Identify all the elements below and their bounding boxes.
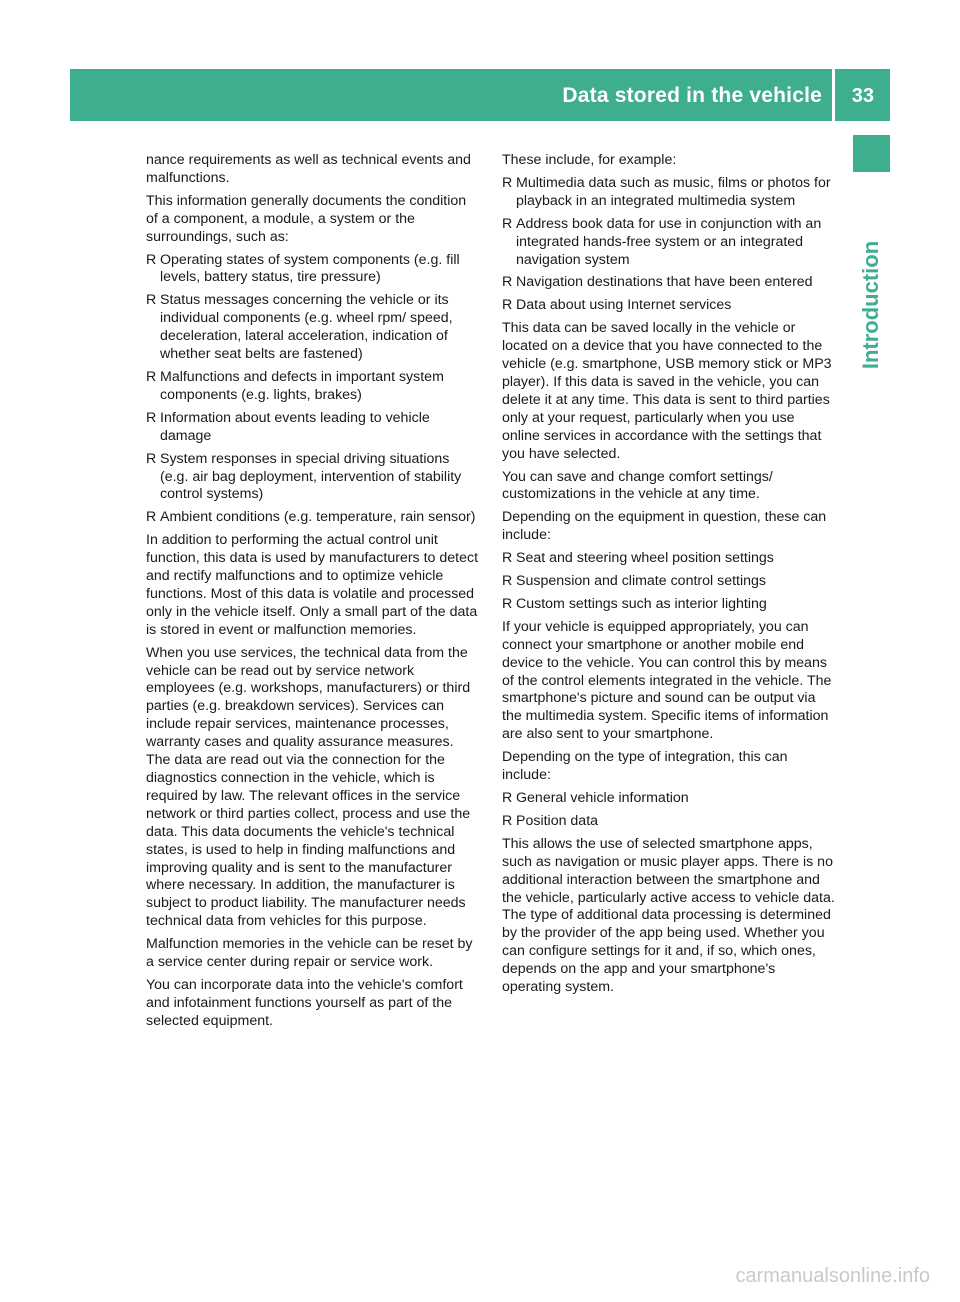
bullet-marker: R: [146, 509, 157, 526]
left-text-column: [146, 152, 480, 1036]
bullet-text: Ambient conditions (e.g. temperature, rain sensor): [160, 509, 476, 526]
bullet-marker: R: [502, 215, 513, 232]
bullet-text: Custom settings such as interior lighting: [516, 595, 767, 612]
right-text-column: [502, 152, 836, 1002]
bullet-marker: R: [502, 812, 513, 829]
bullet-text: Status messages concerning the vehicle or its individual components (e.g. wheel rpm/ speed, deceleration, lateral acceleration, indication of whether seat belts are fastened): [160, 292, 453, 363]
bullet-marker: R: [146, 292, 157, 309]
paragraph: When you use services, the technical data from the vehicle can be read out by service network employees (e.g. workshops, manufacturers) or third parties (e.g. breakdown services). Services can include repair services, maintenance processes, warranty cases and quality assurance measures. The data are read out via the connection for the diagnostics connection in the vehicle, which is required by law. The relevant offices in the service network or third parties collect, process and use the data. This data documents the vehicle's technical states, is used to help in finding malfunctions and improving quality and is sent to the manufacturer where necessary. In addition, the manufacturer is subject to product liability. The manufacturer needs technical data from vehicles for this purpose.: [146, 644, 471, 930]
bullet-text: Malfunctions and defects in important system components (e.g. lights, brakes): [160, 368, 444, 403]
bullet-text: Seat and steering wheel position settings: [516, 550, 774, 567]
paragraph: These include, for example:: [502, 152, 677, 168]
bullet-text: General vehicle information: [516, 790, 689, 806]
bullet-item: [502, 596, 836, 614]
bullet-marker: R: [502, 297, 513, 314]
bullet-item: [502, 216, 836, 270]
paragraph: This allows the use of selected smartphone apps, such as navigation or music player apps. There is no additional interaction between the smartphone and the vehicle, particularly active access to vehicle data. The type of additional data processing is determined by the provider of the app being used. Whether you can configure settings for it and, if so, which ones, depends on the app and your smartphone's operating system.: [502, 835, 835, 996]
bullet-marker: R: [146, 450, 157, 467]
bullet-item: [146, 252, 480, 288]
bullet-item: [502, 175, 836, 211]
page-header: [70, 69, 890, 121]
bullet-text: Suspension and climate control settings: [516, 573, 766, 590]
bullet-item: [502, 813, 836, 831]
bullet-item: [502, 297, 836, 315]
bullet-marker: R: [502, 274, 513, 291]
bullet-item: [502, 573, 836, 591]
bullet-text: Information about events leading to vehicle damage: [160, 409, 430, 444]
paragraph: In addition to performing the actual control unit function, this data is used by manufacturers to detect and rectify malfunctions and to optimize vehicle functions. Most of this data is volatile and processed only in the vehicle itself. Only a small part of the data is stored in event or malfunction memories.: [146, 532, 479, 638]
bullet-text: Operating states of system components (e.g. fill levels, battery status, tire pressure): [160, 251, 460, 286]
bullet-item: [146, 292, 480, 364]
bullet-marker: R: [502, 595, 513, 612]
header-divider: [832, 69, 835, 121]
bullet-marker: R: [502, 550, 513, 567]
paragraph: You can incorporate data into the vehicle's comfort and infotainment functions yourself as part of the selected equipment.: [146, 976, 463, 1029]
bullet-item: [146, 509, 480, 527]
watermark: carmanualsonline.info: [735, 1265, 930, 1287]
bullet-marker: R: [502, 174, 513, 191]
bullet-text: Navigation destinations that have been entered: [516, 274, 813, 291]
bullet-item: [146, 410, 480, 446]
paragraph: Malfunction memories in the vehicle can be reset by a service center during repair or service work.: [146, 936, 473, 971]
bullet-item: [146, 369, 480, 405]
paragraph: If your vehicle is equipped appropriately, you can connect your smartphone or another mobile end device to the vehicle. You can control this by means of the control elements integrated in the vehicle. The smartphone's picture and sound can be output via the multimedia system. Specific items of information are also sent to your smartphone.: [502, 618, 832, 743]
bullet-text: Position data: [516, 812, 599, 829]
bullet-item: [502, 790, 836, 808]
paragraph: nance requirements as well as technical events and malfunctions.: [146, 152, 471, 186]
bullet-text: Address book data for use in conjunction with an integrated hands-free system or an integrated navigation system: [516, 215, 822, 268]
bullet-marker: R: [146, 368, 157, 385]
bullet-item: [146, 451, 480, 505]
side-tab-marker: [853, 135, 890, 172]
bullet-text: Multimedia data such as music, films or photos for playback in an integrated multimedia system: [516, 174, 831, 209]
bullet-item: [502, 550, 836, 568]
paragraph: Depending on the type of integration, this can include:: [502, 749, 788, 784]
side-tab-label: Introduction: [858, 240, 883, 370]
bullet-marker: R: [502, 790, 513, 806]
page-number: 33: [851, 85, 874, 107]
paragraph: This information generally documents the condition of a component, a module, a system or the surroundings, such as:: [146, 192, 467, 245]
bullet-text: Data about using Internet services: [516, 297, 732, 314]
bullet-text: System responses in special driving situations (e.g. air bag deployment, intervention of stability control systems): [160, 450, 462, 503]
bullet-marker: R: [502, 573, 513, 590]
bullet-marker: R: [146, 409, 157, 426]
paragraph: Depending on the equipment in question, these can include:: [502, 509, 827, 544]
bullet-item: [502, 274, 836, 292]
paragraph: This data can be saved locally in the vehicle or located on a device that you have connected to the vehicle (e.g. smartphone, USB memory stick or MP3 player). If this data is saved in the vehicle, you can delete it at any time. This data is sent to third parties only at your request, particularly when you use online services in accordance with the settings that you have selected.: [502, 320, 832, 462]
bullet-marker: R: [146, 251, 157, 268]
section-title: Data stored in the vehicle: [562, 84, 822, 107]
paragraph: You can save and change comfort settings/ customizations in the vehicle at any time.: [502, 468, 773, 503]
